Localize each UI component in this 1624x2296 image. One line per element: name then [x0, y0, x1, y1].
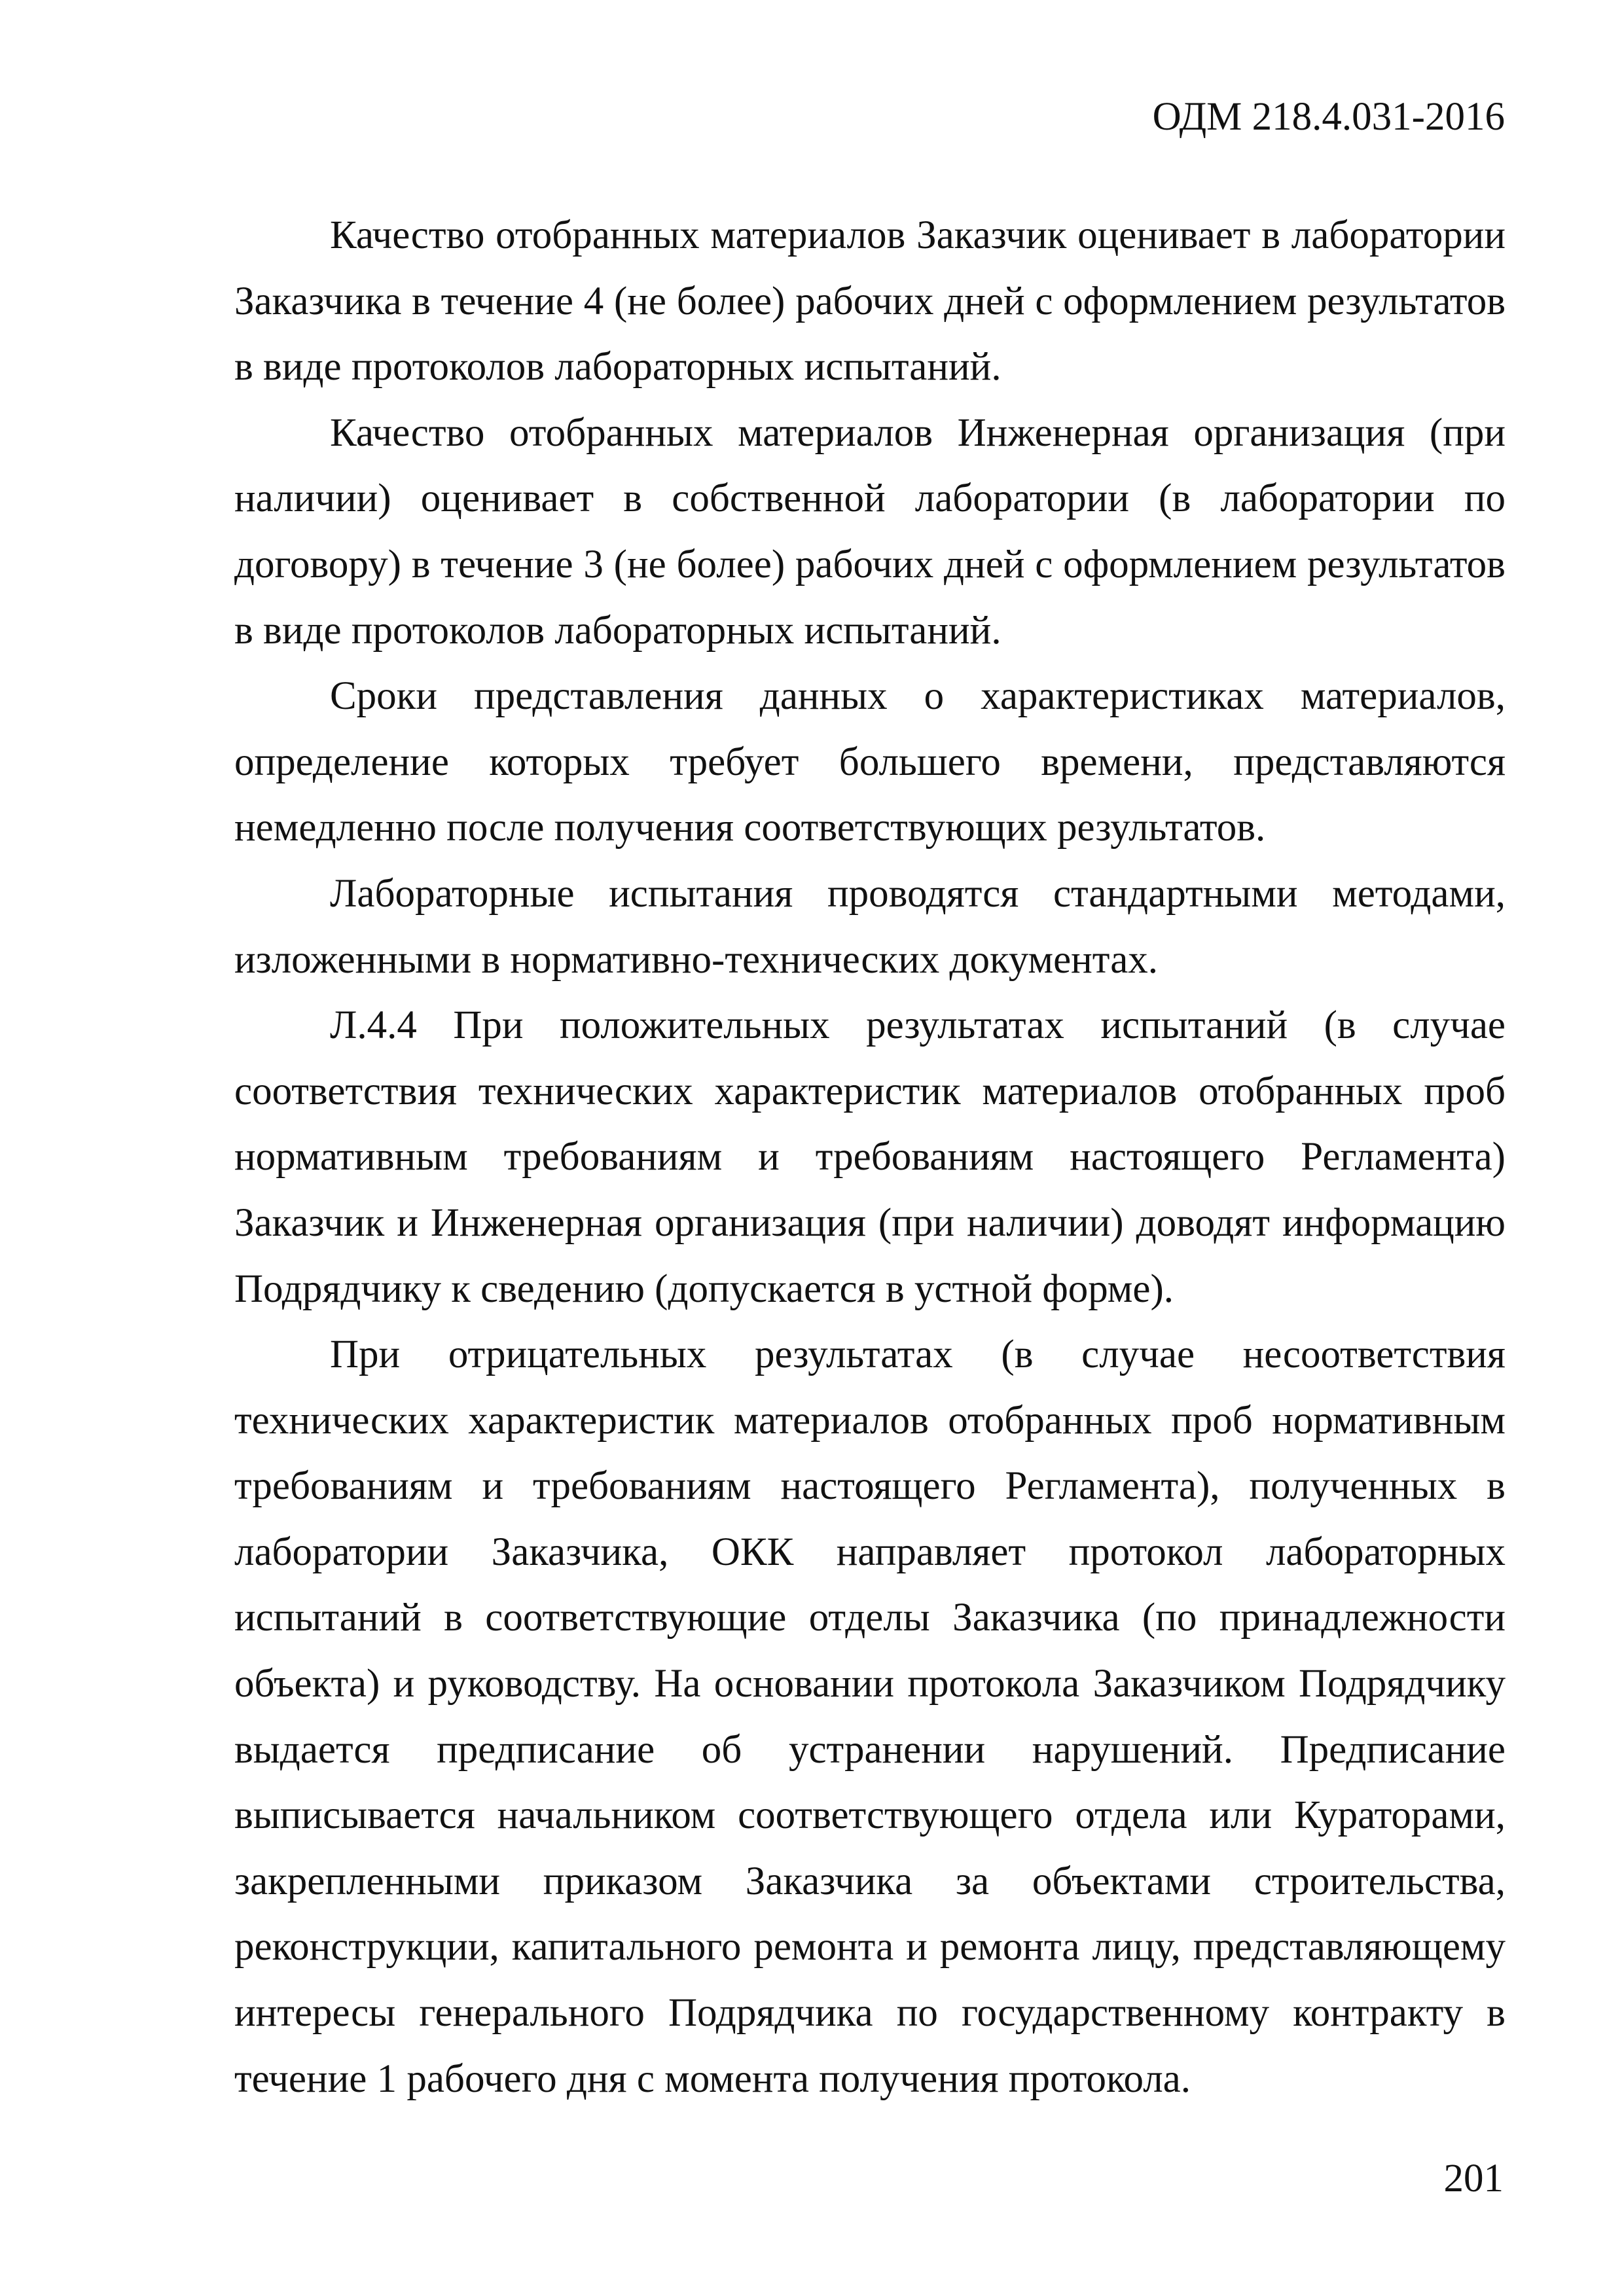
paragraph-reporting-deadlines: Сроки представления данных о характеристиках материалов, определение которых требует большего времени, представляются немедленно после получения соответствующих результатов. [234, 674, 1506, 850]
document-body [234, 203, 1506, 2112]
paragraph-negative-results: При отрицательных результатах (в случае несоответствия технических характеристик материалов отобранных проб нормативным требованиям и требованиям настоящего Регламента), полученных в лаборатории Заказчика, ОКК направляет протокол лабораторных испытаний в соответствующие отделы Заказчика (по принадлежности объекта) и руководству. На основании протокола Заказчиком Подрядчику выдается предписание об устранении нарушений. Предписание выписывается начальником соответствующего отдела или Кураторами, закрепленными приказом Заказчика за объектами строительства, реконструкции, капитального ремонта и ремонта лицу, представляющему интересы генерального Подрядчика по государственному контракту в течение 1 рабочего дня с момента получения протокола. [234, 1333, 1506, 2101]
paragraph-customer-evaluation: Качество отобранных материалов Заказчик оценивает в лаборатории Заказчика в течение 4 (не более) рабочих дней с оформлением результатов в виде протоколов лабораторных испытаний. [234, 213, 1506, 389]
paragraph-test-methods: Лабораторные испытания проводятся стандартными методами, изложенными в нормативно-технических документах. [234, 871, 1506, 982]
page-number: 201 [1443, 2157, 1504, 2200]
paragraph-positive-results: Л.4.4 При положительных результатах испытаний (в случае соответствия технических характеристик материалов отобранных проб нормативным требованиям и требованиям настоящего Регламента) Заказчик и Инженерная организация (при наличии) доводят информацию Подрядчику к сведению (допускается в устной форме). [234, 1003, 1506, 1311]
paragraph-engineering-evaluation: Качество отобранных материалов Инженерная организация (при наличии) оценивает в собственной лаборатории (в лаборатории по договору) в течение 3 (не более) рабочих дней с оформлением результатов в виде протоколов лабораторных испытаний. [234, 410, 1506, 653]
document-code: ОДМ 218.4.031-2016 [1152, 95, 1505, 139]
